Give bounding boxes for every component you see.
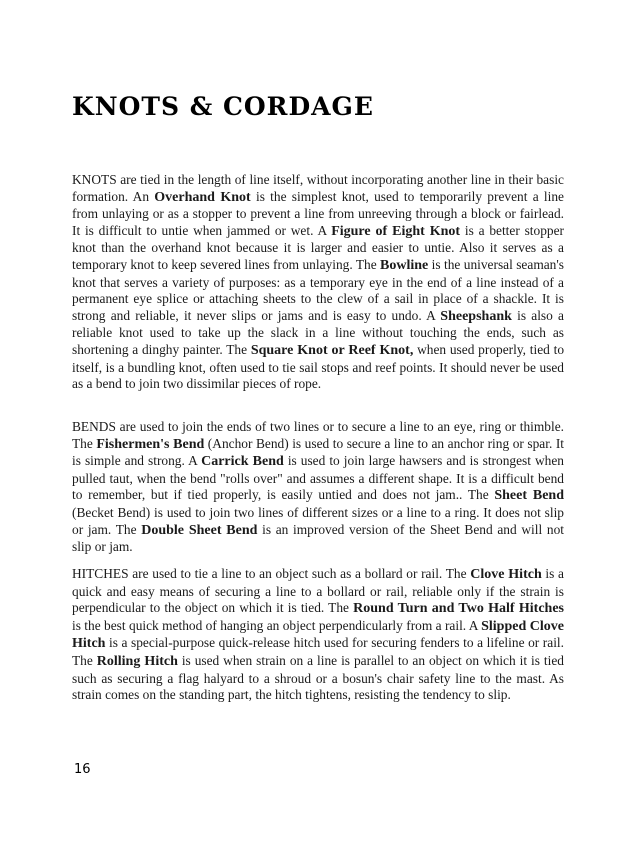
text-run: is a quick and easy means of securing a line to a bollard or rail, reliable only if the strain is perpendicular to the object on which it is tied. The [72, 566, 564, 616]
text-run: is used when strain on a line is parallel to an object on which it is tied such as securing a flag halyard to a shroud or a bosun's chair safety line to the mast. As strain comes on the standing part, the hitch tightens, resisting the tendency to slip. [72, 652, 564, 703]
paragraph-knots [72, 172, 564, 393]
page-number: 16 [74, 762, 91, 777]
text-run: is a better stopper knot than the overhand knot because it is larger and easier to untie. Also it serves as a temporary knot to keep severed lines from unlaying. The [72, 222, 565, 272]
term-round-turn: Round Turn and Two Half Hitches [353, 601, 565, 617]
term-rolling-hitch: Rolling Hitch [96, 653, 178, 669]
term-sheet-bend: Sheet Bend [494, 488, 564, 504]
term-bowline: Bowline [380, 257, 429, 273]
text-run: BENDS are used to join the ends of two lines or to secure a line to an eye, ring or thimble. The [72, 419, 564, 451]
text-run: when used properly, tied to itself, is a bundling knot, often used to tie sail stops and reef points. It should never be used as a bend to join two dissimilar pieces of rope. [72, 341, 565, 392]
term-overhand-knot: Overhand Knot [154, 189, 251, 205]
term-figure-of-eight-knot: Figure of Eight Knot [331, 223, 461, 239]
text-run: (Becket Bend) is used to join two lines of different sizes or a line to a ring. It does not slip or jam. The [72, 504, 564, 537]
term-double-sheet-bend: Double Sheet Bend [141, 522, 258, 538]
term-slipped-clove-hitch: Slipped Clove Hitch [72, 618, 564, 652]
text-run: is used to join large hawsers and is strongest when pulled taut, when the bend "rolls over" and assumes a different shape. It is a difficult bend to remember, but if tied properly, is easily untied and does not jam.. The [72, 453, 564, 503]
text-run: is the best quick method of hanging an object perpendicularly from a rail. A [72, 617, 482, 633]
text-run: (Anchor Bend) is used to secure a line to an anchor ring or spar. It is simple and strong. A [72, 435, 565, 469]
term-fishermens-bend: Fishermen's Bend [96, 436, 205, 452]
text-run: is the simplest knot, used to temporarily prevent a line from unlaying or as a stopper to prevent a line from unreeving through a block or fairlead. It is difficult to untie when jammed or wet. A [72, 188, 564, 238]
text-run: is the universal seaman's knot that serves a variety of purposes: as a temporary eye in the end of a line instead of a permanent eye splice or attaching sheets to the clew of a sail in place of a shackle. It is strong and reliable, it never slips or jams and is easy to undo. A [72, 256, 564, 323]
text-run: is also a reliable knot used to take up the slack in a line without touching the ends, such as shortening a dinghy painter. The [72, 307, 564, 357]
text-run: KNOTS are tied in the length of line itself, without incorporating another line in their basic formation. An [72, 172, 564, 204]
page-title: KNOTS & CORDAGE [72, 92, 374, 121]
text-run: is a special-purpose quick-release hitch used for securing fenders to a lifeline or rail. The [72, 635, 564, 668]
term-square-knot: Square Knot or Reef Knot, [250, 342, 414, 358]
term-clove-hitch: Clove Hitch [470, 567, 542, 582]
paragraph-hitches [72, 566, 564, 704]
term-carrick-bend: Carrick Bend [201, 454, 284, 470]
term-sheepshank: Sheepshank [440, 308, 512, 324]
text-run: is an improved version of the Sheet Bend and will not slip or jam. [72, 521, 564, 555]
text-run: HITCHES are used to tie a line to an object such as a bollard or rail. The [72, 566, 471, 581]
paragraph-bends [72, 419, 564, 556]
